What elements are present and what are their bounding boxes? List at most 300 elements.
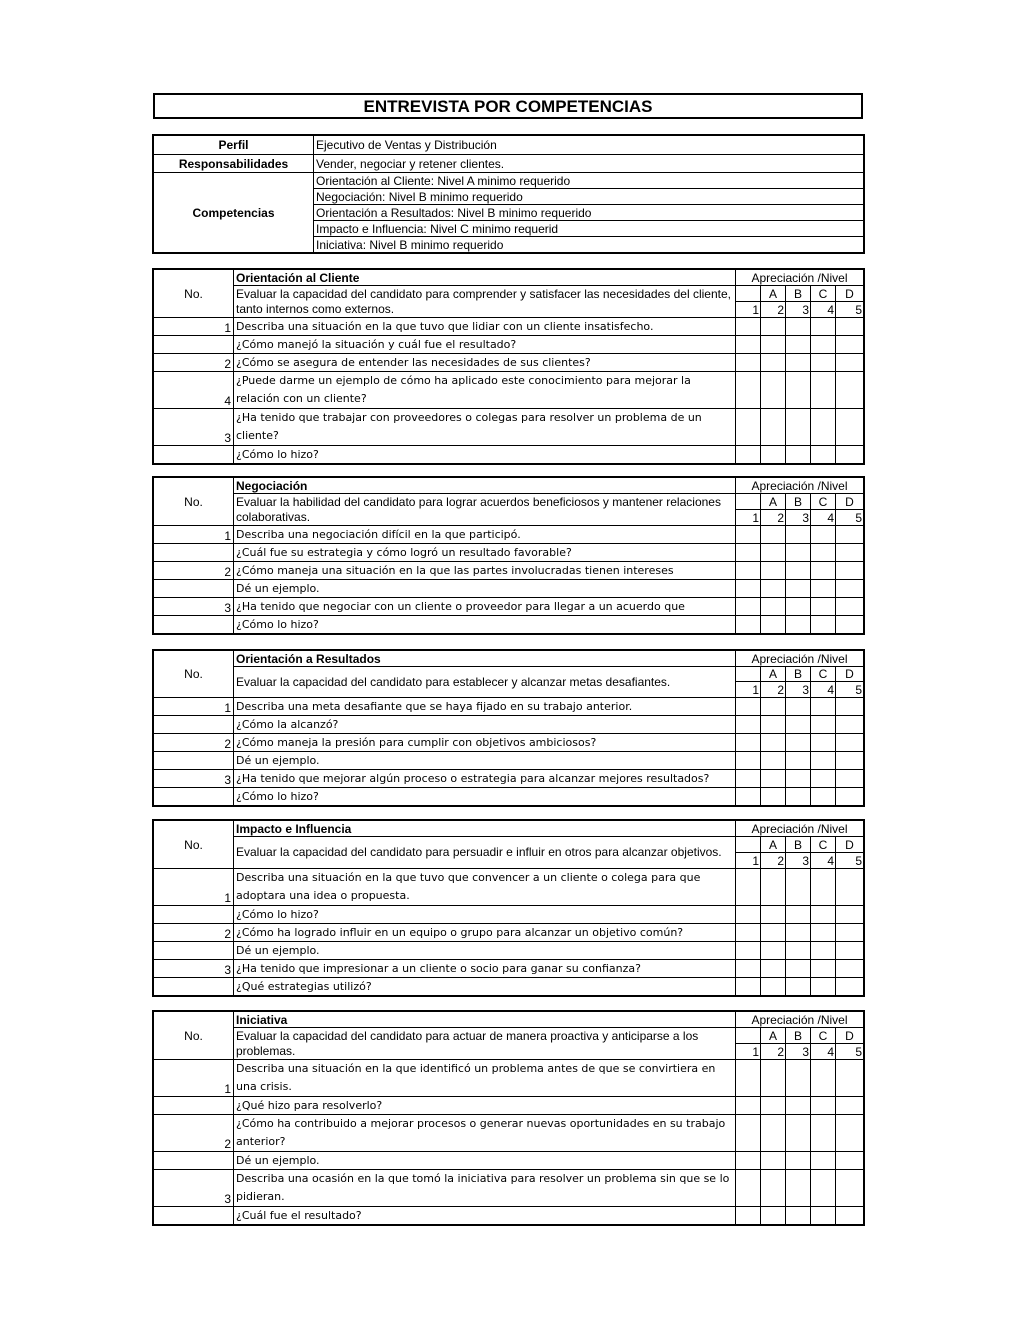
rating-cell[interactable] — [736, 580, 761, 598]
rating-cell[interactable] — [736, 869, 761, 906]
table-row — [154, 562, 864, 580]
rating-cell[interactable] — [811, 1060, 836, 1097]
rating-cell[interactable] — [836, 1170, 864, 1207]
rating-cell[interactable] — [761, 698, 786, 716]
rating-cell[interactable] — [786, 770, 811, 788]
question-text: ¿Ha tenido que trabajar con proveedores o colegas para resolver un problema de un cliente? — [234, 409, 736, 446]
rating-cell[interactable] — [736, 318, 761, 336]
rating-cell[interactable] — [761, 924, 786, 942]
rating-cell[interactable] — [811, 544, 836, 562]
question-text: ¿Qué estrategias utilizó? — [234, 978, 736, 996]
competencia-item: Orientación al Cliente: Nivel A minimo requerido — [314, 173, 864, 189]
rating-cell[interactable] — [811, 1152, 836, 1170]
section-description: Evaluar la capacidad del candidato para comprender y satisfacer las necesidades del cliente, tanto internos como externos. — [234, 286, 736, 318]
rating-cell[interactable] — [761, 336, 786, 354]
question-text: Describa una situación en la que identificó un problema antes de que se convirtiera en una crisis. — [234, 1060, 736, 1097]
rating-cell[interactable] — [786, 354, 811, 372]
grade-level: 5 — [836, 510, 864, 526]
rating-cell[interactable] — [761, 1060, 786, 1097]
grade-blank — [736, 1028, 761, 1044]
question-text: ¿Cómo lo hizo? — [234, 446, 736, 464]
rating-cell[interactable] — [811, 1207, 836, 1225]
rating-cell[interactable] — [736, 788, 761, 806]
rating-cell[interactable] — [786, 716, 811, 734]
rating-cell[interactable] — [811, 580, 836, 598]
grade-level: 1 — [736, 1044, 761, 1060]
rating-cell[interactable] — [761, 562, 786, 580]
question-text: Describa una situación en la que tuvo que lidiar con un cliente insatisfecho. — [234, 318, 736, 336]
table-row — [154, 1207, 864, 1225]
rating-cell[interactable] — [786, 734, 811, 752]
no-header: No. — [154, 821, 234, 869]
grade-letter: A — [761, 1028, 786, 1044]
question-number — [154, 1097, 234, 1115]
grade-level: 1 — [736, 853, 761, 869]
rating-cell[interactable] — [786, 1207, 811, 1225]
rating-cell[interactable] — [811, 698, 836, 716]
rating-cell[interactable] — [761, 1207, 786, 1225]
rating-cell[interactable] — [761, 1115, 786, 1152]
rating-cell[interactable] — [811, 336, 836, 354]
table-row — [154, 770, 864, 788]
competency-table — [153, 269, 864, 464]
question-number: 2 — [154, 734, 234, 752]
rating-cell[interactable] — [836, 978, 864, 996]
section-title: Impacto e Influencia — [234, 821, 736, 837]
question-text: ¿Cómo lo hizo? — [234, 788, 736, 806]
rating-cell[interactable] — [786, 544, 811, 562]
table-row — [154, 1060, 864, 1097]
competency-table — [153, 477, 864, 634]
rating-cell[interactable] — [761, 318, 786, 336]
grade-level: 3 — [786, 510, 811, 526]
question-number: 3 — [154, 1170, 234, 1207]
rating-cell[interactable] — [786, 1060, 811, 1097]
rating-cell[interactable] — [811, 869, 836, 906]
section-title: Orientación al Cliente — [234, 270, 736, 286]
rating-cell[interactable] — [786, 978, 811, 996]
grade-blank — [736, 494, 761, 510]
rating-cell[interactable] — [811, 978, 836, 996]
rating-cell[interactable] — [811, 409, 836, 446]
question-text: ¿Cómo ha contribuido a mejorar procesos o generar nuevas oportunidades en su trabajo anterior? — [234, 1115, 736, 1152]
rating-cell[interactable] — [836, 924, 864, 942]
question-text: ¿Ha tenido que negociar con un cliente o proveedor para llegar a un acuerdo que — [234, 598, 736, 616]
rating-cell[interactable] — [811, 1115, 836, 1152]
rating-cell[interactable] — [786, 336, 811, 354]
rating-cell[interactable] — [836, 580, 864, 598]
grade-level: 2 — [761, 853, 786, 869]
apreciacion-header: Apreciación /Nivel — [736, 478, 864, 494]
question-text: ¿Qué hizo para resolverlo? — [234, 1097, 736, 1115]
table-row — [154, 616, 864, 634]
rating-cell[interactable] — [736, 1207, 761, 1225]
table-row — [154, 372, 864, 409]
grade-level: 4 — [811, 1044, 836, 1060]
rating-cell[interactable] — [786, 924, 811, 942]
rating-cell[interactable] — [736, 1097, 761, 1115]
question-text: Describa una situación en la que tuvo que convencer a un cliente o colega para que adoptara una idea o propuesta. — [234, 869, 736, 906]
rating-cell[interactable] — [811, 906, 836, 924]
question-text: ¿Cómo maneja la presión para cumplir con objetivos ambiciosos? — [234, 734, 736, 752]
rating-cell[interactable] — [836, 354, 864, 372]
question-text: Describa una meta desafiante que se haya fijado en su trabajo anterior. — [234, 698, 736, 716]
question-text: Describa una ocasión en la que tomó la iniciativa para resolver un problema sin que se lo pidieran. — [234, 1170, 736, 1207]
table-row — [154, 942, 864, 960]
rating-cell[interactable] — [736, 598, 761, 616]
grade-level: 4 — [811, 853, 836, 869]
rating-cell[interactable] — [811, 924, 836, 942]
rating-cell[interactable] — [836, 752, 864, 770]
table-row — [154, 734, 864, 752]
grade-level: 3 — [786, 1044, 811, 1060]
rating-cell[interactable] — [736, 562, 761, 580]
apreciacion-header: Apreciación /Nivel — [736, 651, 864, 667]
rating-cell[interactable] — [786, 788, 811, 806]
rating-cell[interactable] — [811, 960, 836, 978]
rating-cell[interactable] — [761, 598, 786, 616]
grade-letter: B — [786, 667, 811, 682]
rating-cell[interactable] — [736, 354, 761, 372]
rating-cell[interactable] — [786, 869, 811, 906]
rating-cell[interactable] — [761, 942, 786, 960]
competencias-label: Competencias — [154, 173, 314, 253]
rating-cell[interactable] — [811, 1170, 836, 1207]
rating-cell[interactable] — [761, 788, 786, 806]
question-number — [154, 446, 234, 464]
grade-letter: B — [786, 837, 811, 853]
rating-cell[interactable] — [736, 409, 761, 446]
grade-level: 5 — [836, 853, 864, 869]
rating-cell[interactable] — [786, 1152, 811, 1170]
grade-letter: C — [811, 667, 836, 682]
question-text: ¿Ha tenido que mejorar algún proceso o estrategia para alcanzar mejores resultados? — [234, 770, 736, 788]
rating-cell[interactable] — [811, 716, 836, 734]
rating-cell[interactable] — [836, 906, 864, 924]
section-description: Evaluar la capacidad del candidato para actuar de manera proactiva y anticiparse a los problemas. — [234, 1028, 736, 1060]
rating-cell[interactable] — [811, 616, 836, 634]
rating-cell[interactable] — [786, 562, 811, 580]
rating-cell[interactable] — [836, 336, 864, 354]
rating-cell[interactable] — [836, 544, 864, 562]
grade-letter: A — [761, 837, 786, 853]
rating-cell[interactable] — [736, 734, 761, 752]
rating-cell[interactable] — [836, 770, 864, 788]
question-number — [154, 716, 234, 734]
rating-cell[interactable] — [836, 1115, 864, 1152]
rating-cell[interactable] — [761, 616, 786, 634]
table-row — [154, 354, 864, 372]
question-number: 2 — [154, 562, 234, 580]
question-number: 3 — [154, 770, 234, 788]
rating-cell[interactable] — [836, 616, 864, 634]
table-row — [154, 1170, 864, 1207]
grade-level: 2 — [761, 510, 786, 526]
rating-cell[interactable] — [836, 446, 864, 464]
question-text: ¿Cómo lo hizo? — [234, 616, 736, 634]
question-number: 1 — [154, 698, 234, 716]
grade-blank — [736, 286, 761, 302]
competency-table — [153, 650, 864, 806]
rating-cell[interactable] — [811, 318, 836, 336]
rating-cell[interactable] — [736, 616, 761, 634]
grade-letter: B — [786, 494, 811, 510]
grade-level: 4 — [811, 510, 836, 526]
rating-cell[interactable] — [761, 580, 786, 598]
grade-level: 4 — [811, 302, 836, 318]
question-number: 1 — [154, 526, 234, 544]
rating-cell[interactable] — [761, 770, 786, 788]
question-number: 4 — [154, 372, 234, 409]
grade-level: 1 — [736, 302, 761, 318]
rating-cell[interactable] — [786, 942, 811, 960]
rating-cell[interactable] — [811, 562, 836, 580]
rating-cell[interactable] — [761, 906, 786, 924]
grade-letter: A — [761, 494, 786, 510]
apreciacion-header: Apreciación /Nivel — [736, 1012, 864, 1028]
grade-level: 1 — [736, 682, 761, 698]
table-row — [154, 716, 864, 734]
rating-cell[interactable] — [836, 960, 864, 978]
grade-letter: C — [811, 494, 836, 510]
table-row — [154, 752, 864, 770]
profile-table — [153, 135, 864, 253]
question-text: ¿Cómo ha logrado influir en un equipo o grupo para alcanzar un objetivo común? — [234, 924, 736, 942]
question-number — [154, 752, 234, 770]
question-number — [154, 978, 234, 996]
rating-cell[interactable] — [761, 1097, 786, 1115]
rating-cell[interactable] — [736, 942, 761, 960]
apreciacion-header: Apreciación /Nivel — [736, 270, 864, 286]
rating-cell[interactable] — [811, 752, 836, 770]
rating-cell[interactable] — [836, 318, 864, 336]
rating-cell[interactable] — [761, 960, 786, 978]
rating-cell[interactable] — [836, 598, 864, 616]
rating-cell[interactable] — [736, 924, 761, 942]
question-text: ¿Cuál fue su estrategia y cómo logró un resultado favorable? — [234, 544, 736, 562]
rating-cell[interactable] — [811, 770, 836, 788]
question-text: ¿Ha tenido que impresionar a un cliente o socio para ganar su confianza? — [234, 960, 736, 978]
rating-cell[interactable] — [836, 1152, 864, 1170]
rating-cell[interactable] — [836, 869, 864, 906]
question-number — [154, 544, 234, 562]
grade-letter: B — [786, 286, 811, 302]
competency-table — [153, 820, 864, 996]
rating-cell[interactable] — [761, 446, 786, 464]
grade-blank — [736, 837, 761, 853]
rating-cell[interactable] — [836, 698, 864, 716]
rating-cell[interactable] — [761, 1170, 786, 1207]
rating-cell[interactable] — [811, 446, 836, 464]
rating-cell[interactable] — [761, 752, 786, 770]
rating-cell[interactable] — [761, 526, 786, 544]
rating-cell[interactable] — [786, 446, 811, 464]
rating-cell[interactable] — [786, 960, 811, 978]
grade-level: 5 — [836, 302, 864, 318]
grade-letter: D — [836, 286, 864, 302]
rating-cell[interactable] — [836, 409, 864, 446]
rating-cell[interactable] — [761, 1152, 786, 1170]
rating-cell[interactable] — [786, 526, 811, 544]
table-row — [154, 544, 864, 562]
rating-cell[interactable] — [761, 354, 786, 372]
rating-cell[interactable] — [836, 372, 864, 409]
rating-cell[interactable] — [786, 698, 811, 716]
rating-cell[interactable] — [761, 409, 786, 446]
competencia-item: Orientación a Resultados: Nivel B minimo requerido — [314, 205, 864, 221]
table-row — [154, 960, 864, 978]
rating-cell[interactable] — [736, 446, 761, 464]
rating-cell[interactable] — [736, 906, 761, 924]
grade-level: 3 — [786, 853, 811, 869]
rating-cell[interactable] — [736, 1115, 761, 1152]
rating-cell[interactable] — [761, 544, 786, 562]
rating-cell[interactable] — [736, 1060, 761, 1097]
table-row — [154, 869, 864, 906]
rating-cell[interactable] — [836, 788, 864, 806]
rating-cell[interactable] — [836, 562, 864, 580]
table-row — [154, 318, 864, 336]
question-text: ¿Puede darme un ejemplo de cómo ha aplicado este conocimiento para mejorar la relación con un cliente? — [234, 372, 736, 409]
rating-cell[interactable] — [736, 752, 761, 770]
rating-cell[interactable] — [736, 336, 761, 354]
question-text: ¿Cómo lo hizo? — [234, 906, 736, 924]
rating-cell[interactable] — [736, 526, 761, 544]
responsabilidades-value: Vender, negociar y retener clientes. — [314, 155, 864, 173]
table-row — [154, 978, 864, 996]
grade-level: 5 — [836, 1044, 864, 1060]
rating-cell[interactable] — [736, 544, 761, 562]
question-text: Dé un ejemplo. — [234, 942, 736, 960]
question-text: Dé un ejemplo. — [234, 752, 736, 770]
rating-cell[interactable] — [786, 1097, 811, 1115]
document-title: ENTREVISTA POR COMPETENCIAS — [153, 93, 863, 119]
table-row — [154, 1152, 864, 1170]
question-number — [154, 942, 234, 960]
rating-cell[interactable] — [836, 716, 864, 734]
rating-cell[interactable] — [811, 734, 836, 752]
rating-cell[interactable] — [786, 598, 811, 616]
rating-cell[interactable] — [736, 1170, 761, 1207]
question-text: Dé un ejemplo. — [234, 1152, 736, 1170]
rating-cell[interactable] — [786, 580, 811, 598]
rating-cell[interactable] — [786, 906, 811, 924]
grade-letter: C — [811, 837, 836, 853]
table-row — [154, 1097, 864, 1115]
table-row — [154, 446, 864, 464]
table-row — [154, 906, 864, 924]
grade-letter: D — [836, 494, 864, 510]
rating-cell[interactable] — [736, 698, 761, 716]
rating-cell[interactable] — [786, 1115, 811, 1152]
section-title: Negociación — [234, 478, 736, 494]
rating-cell[interactable] — [736, 960, 761, 978]
rating-cell[interactable] — [736, 770, 761, 788]
rating-cell[interactable] — [786, 372, 811, 409]
rating-cell[interactable] — [836, 1097, 864, 1115]
grade-level: 3 — [786, 302, 811, 318]
rating-cell[interactable] — [811, 942, 836, 960]
rating-cell[interactable] — [761, 869, 786, 906]
question-number: 3 — [154, 598, 234, 616]
rating-cell[interactable] — [836, 1060, 864, 1097]
rating-cell[interactable] — [786, 318, 811, 336]
competencia-item: Iniciativa: Nivel B minimo requerido — [314, 237, 864, 253]
grade-letter: C — [811, 1028, 836, 1044]
question-text: Dé un ejemplo. — [234, 580, 736, 598]
rating-cell[interactable] — [761, 372, 786, 409]
grade-letter: D — [836, 837, 864, 853]
grade-level: 1 — [736, 510, 761, 526]
rating-cell[interactable] — [736, 372, 761, 409]
grade-letter: B — [786, 1028, 811, 1044]
rating-cell[interactable] — [786, 1170, 811, 1207]
rating-cell[interactable] — [811, 372, 836, 409]
question-text: ¿Cómo se asegura de entender las necesidades de sus clientes? — [234, 354, 736, 372]
question-number — [154, 580, 234, 598]
no-header: No. — [154, 1012, 234, 1060]
table-row — [154, 698, 864, 716]
rating-cell[interactable] — [761, 716, 786, 734]
section-description: Evaluar la capacidad del candidato para persuadir e influir en otros para alcanzar objetivos. — [234, 837, 736, 869]
table-row — [154, 1115, 864, 1152]
grade-level: 4 — [811, 682, 836, 698]
competency-table — [153, 1011, 864, 1225]
grade-letter: D — [836, 667, 864, 682]
rating-cell[interactable] — [736, 1152, 761, 1170]
table-row — [154, 598, 864, 616]
grade-level: 5 — [836, 682, 864, 698]
question-number: 3 — [154, 960, 234, 978]
rating-cell[interactable] — [836, 942, 864, 960]
table-row — [154, 409, 864, 446]
table-row — [154, 526, 864, 544]
section-title: Iniciativa — [234, 1012, 736, 1028]
grade-letter: A — [761, 286, 786, 302]
question-text: ¿Cuál fue el resultado? — [234, 1207, 736, 1225]
rating-cell[interactable] — [836, 526, 864, 544]
rating-cell[interactable] — [786, 752, 811, 770]
rating-cell[interactable] — [786, 616, 811, 634]
rating-cell[interactable] — [811, 1097, 836, 1115]
question-text: ¿Cómo maneja una situación en la que las partes involucradas tienen intereses — [234, 562, 736, 580]
rating-cell[interactable] — [811, 788, 836, 806]
question-text: ¿Cómo la alcanzó? — [234, 716, 736, 734]
rating-cell[interactable] — [736, 716, 761, 734]
rating-cell[interactable] — [761, 734, 786, 752]
rating-cell[interactable] — [836, 734, 864, 752]
grade-level: 2 — [761, 302, 786, 318]
question-number — [154, 1207, 234, 1225]
question-number: 2 — [154, 1115, 234, 1152]
section-description: Evaluar la habilidad del candidato para lograr acuerdos beneficiosos y mantener relaciones colaborativas. — [234, 494, 736, 526]
section-title: Orientación a Resultados — [234, 651, 736, 667]
rating-cell[interactable] — [811, 526, 836, 544]
section-description: Evaluar la capacidad del candidato para establecer y alcanzar metas desafiantes. — [234, 667, 736, 698]
rating-cell[interactable] — [811, 598, 836, 616]
no-header: No. — [154, 270, 234, 318]
grade-letter: C — [811, 286, 836, 302]
rating-cell[interactable] — [761, 978, 786, 996]
table-row — [154, 924, 864, 942]
rating-cell[interactable] — [736, 978, 761, 996]
rating-cell[interactable] — [786, 409, 811, 446]
rating-cell[interactable] — [836, 1207, 864, 1225]
perfil-value: Ejecutivo de Ventas y Distribución — [314, 136, 864, 155]
question-number — [154, 1152, 234, 1170]
no-header: No. — [154, 651, 234, 698]
rating-cell[interactable] — [811, 354, 836, 372]
